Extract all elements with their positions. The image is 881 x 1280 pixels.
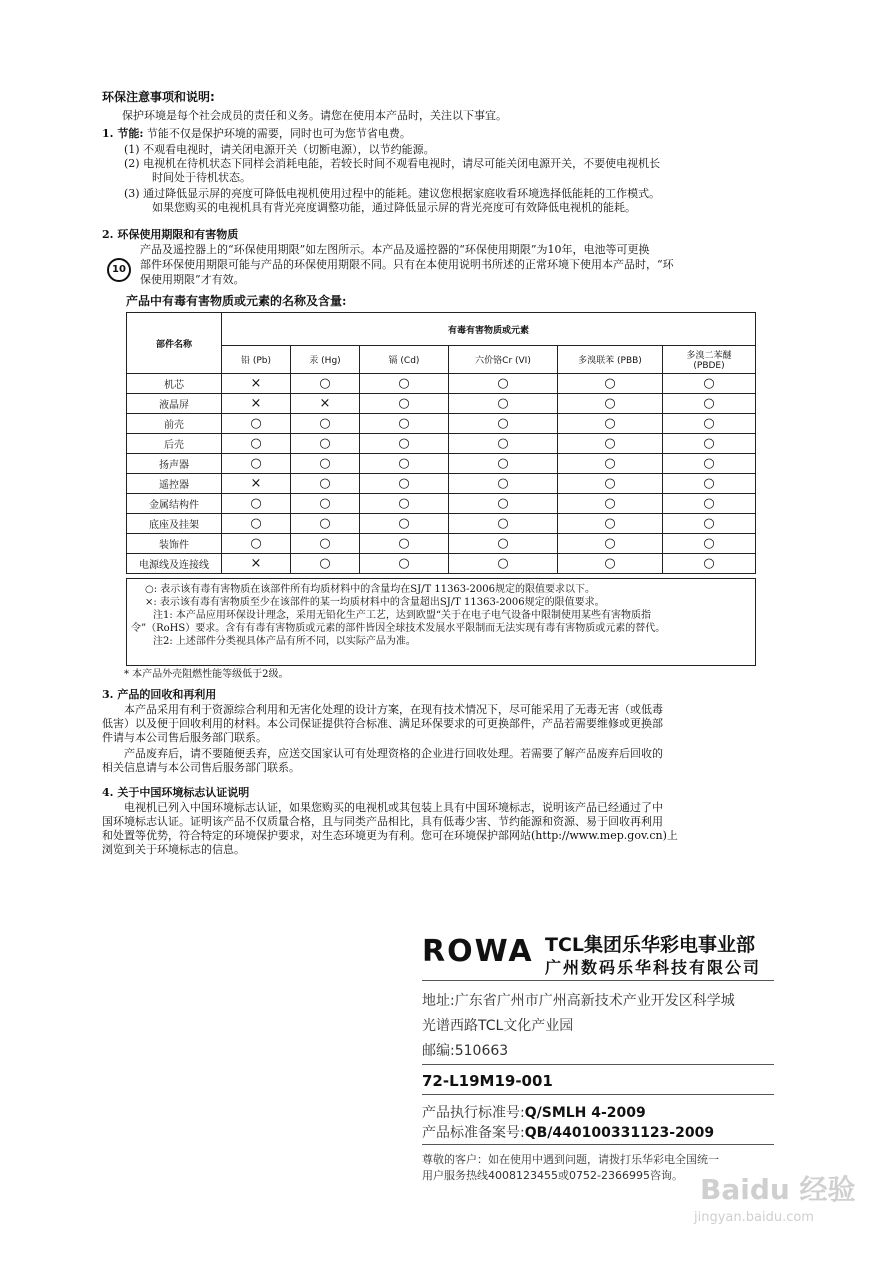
section3-heading: 3. 产品的回收和再利用 bbox=[102, 688, 217, 701]
col-cr6: 六价铬Cr (VI) bbox=[449, 346, 558, 374]
substance-cell: ○ bbox=[449, 454, 558, 474]
section4-text-2: 国环境标志认证。证明该产品不仅质量合格，且与同类产品相比，具有低毒少害、节约能源和资源、易于回收再利用 bbox=[102, 815, 663, 828]
substance-cell: ○ bbox=[449, 434, 558, 454]
section2-text-2: 部件环保使用期限可能与产品的环保使用期限不同。只有在本使用说明书所述的正常环境下使用本产品时，“环 bbox=[140, 258, 674, 271]
part-name: 液晶屏 bbox=[127, 394, 222, 414]
substance-cell: ○ bbox=[558, 414, 663, 434]
substance-cell: ○ bbox=[291, 434, 360, 454]
substance-cell: ○ bbox=[360, 514, 449, 534]
divider-3 bbox=[422, 1094, 774, 1095]
section3-text-5: 相关信息请与本公司售后服务部门联系。 bbox=[102, 761, 300, 774]
substance-cell: ○ bbox=[558, 514, 663, 534]
section4-text-1: 电视机已列入中国环境标志认证，如果您购买的电视机或其包装上具有中国环境标志，说明该产品已经通过了中 bbox=[124, 801, 663, 814]
substance-cell: ○ bbox=[291, 514, 360, 534]
substance-cell: ○ bbox=[663, 494, 756, 514]
substance-cell: ○ bbox=[449, 414, 558, 434]
substance-cell: ○ bbox=[663, 374, 756, 394]
table-title: 产品中有毒有害物质或元素的名称及含量: bbox=[126, 294, 347, 308]
service-line-2: 用户服务热线4008123455或0752-2366995咨询。 bbox=[422, 1169, 683, 1182]
substance-cell: ○ bbox=[663, 554, 756, 574]
section3-text-3: 件请与本公司售后服务部门联系。 bbox=[102, 731, 267, 744]
eco-period-10-icon: 10 bbox=[107, 258, 131, 282]
substance-cell: ○ bbox=[291, 494, 360, 514]
substance-cell: ○ bbox=[360, 494, 449, 514]
section1-item3: (3) 通过降低显示屏的亮度可降低电视机使用过程中的能耗。建议您根据家庭收看环境选择低能耗的工作模式。 bbox=[124, 187, 661, 200]
section3-text-2: 低害）以及便于回收利用的材料。本公司保证提供符合标准、满足环保要求的可更换部件，产品若需要维修或更换部 bbox=[102, 717, 663, 730]
table-row bbox=[127, 454, 756, 474]
substance-cell: ○ bbox=[663, 414, 756, 434]
section4-text-4: 浏览到关于环境标志的信息。 bbox=[102, 843, 245, 856]
page-title: 环保注意事项和说明: bbox=[102, 90, 215, 104]
section3-text-4: 产品废弃后，请不要随便丢弃，应送交国家认可有处理资格的企业进行回收处理。若需要了解产品废弃后回收的 bbox=[124, 747, 663, 760]
part-name: 前壳 bbox=[127, 414, 222, 434]
note-cross: ×: 表示该有毒有害物质至少在该部件的某一均质材料中的含量超出SJ/T 11363-2006规定的限值要求。 bbox=[145, 597, 605, 608]
substance-cell: ○ bbox=[449, 554, 558, 574]
substance-cell: ○ bbox=[222, 494, 291, 514]
standard-line-2: 产品标准备案号:QB/440100331123-2009 bbox=[422, 1125, 715, 1141]
flame-note: * 本产品外壳阻燃性能等级低于2级。 bbox=[124, 669, 289, 680]
section2-text-1: 产品及遥控器上的“环保使用期限”如左图所示。本产品及遥控器的“环保使用期限”为10年，电池等可更换 bbox=[140, 243, 650, 256]
substance-cell: ○ bbox=[558, 474, 663, 494]
col-pbde: 多溴二苯醚 (PBDE) bbox=[663, 346, 756, 374]
substance-cell: ○ bbox=[360, 474, 449, 494]
service-line-1: 尊敬的客户：如在使用中遇到问题，请拨打乐华彩电全国统一 bbox=[422, 1153, 719, 1166]
substance-cell: ○ bbox=[663, 514, 756, 534]
section1-item2-cont: 时间处于待机状态。 bbox=[152, 171, 251, 184]
substance-cell: ○ bbox=[222, 514, 291, 534]
divider-2 bbox=[422, 1064, 774, 1065]
substance-cell: ○ bbox=[558, 434, 663, 454]
substance-cell: ○ bbox=[360, 454, 449, 474]
part-name-header: 部件名称 bbox=[127, 313, 222, 374]
substance-cell: ○ bbox=[360, 394, 449, 414]
substance-cell: ○ bbox=[663, 474, 756, 494]
substance-cell: ○ bbox=[222, 434, 291, 454]
substance-cell: ○ bbox=[291, 454, 360, 474]
substance-cell: ○ bbox=[449, 534, 558, 554]
substance-cell: ○ bbox=[291, 534, 360, 554]
substance-cell: × bbox=[291, 394, 360, 414]
corp-name-2: 广州数码乐华科技有限公司 bbox=[545, 958, 762, 977]
note-1-cont: 令”（RoHS）要求。含有有毒有害物质或元素的部件皆因全球技术发展水平限制而无法实现有毒有害物质或元素的替代。 bbox=[131, 623, 666, 634]
section3-text-1: 本产品采用有利于资源综合利用和无害化处理的设计方案，在现有技术情况下，尽可能采用了无毒无害（或低毒 bbox=[124, 703, 663, 716]
part-name: 遥控器 bbox=[127, 474, 222, 494]
substance-cell: ○ bbox=[449, 514, 558, 534]
substance-cell: × bbox=[222, 554, 291, 574]
note-1: 注1: 本产品应用环保设计理念，采用无铅化生产工艺，达到欧盟“关于在电子电气设备中限制使用某些有害物质指 bbox=[153, 610, 652, 621]
substance-cell: ○ bbox=[449, 374, 558, 394]
substance-cell: × bbox=[222, 474, 291, 494]
substance-cell: × bbox=[222, 374, 291, 394]
part-name: 后壳 bbox=[127, 434, 222, 454]
substance-cell: ○ bbox=[449, 474, 558, 494]
col-cd: 镉 (Cd) bbox=[360, 346, 449, 374]
substance-cell: ○ bbox=[291, 414, 360, 434]
section1-item2: (2) 电视机在待机状态下同样会消耗电能，若较长时间不观看电视时，请尽可能关闭电源开关，不要使电视机长 bbox=[124, 157, 661, 170]
part-name: 电源线及连接线 bbox=[127, 554, 222, 574]
substance-cell: ○ bbox=[360, 534, 449, 554]
table-row bbox=[127, 534, 756, 554]
table-row bbox=[127, 474, 756, 494]
table-row bbox=[127, 374, 756, 394]
substance-cell: ○ bbox=[291, 474, 360, 494]
substance-cell: ○ bbox=[222, 534, 291, 554]
substance-cell: ○ bbox=[222, 454, 291, 474]
notes-box bbox=[126, 578, 756, 666]
table-row bbox=[127, 494, 756, 514]
substance-cell: ○ bbox=[558, 394, 663, 414]
substance-cell: ○ bbox=[291, 554, 360, 574]
corp-name-1: TCL集团乐华彩电事业部 bbox=[545, 934, 756, 956]
baidu-watermark: Baidu 经验 bbox=[700, 1173, 856, 1206]
divider-4 bbox=[422, 1144, 774, 1145]
part-name: 底座及挂架 bbox=[127, 514, 222, 534]
part-name: 扬声器 bbox=[127, 454, 222, 474]
table-row bbox=[127, 554, 756, 574]
substance-cell: ○ bbox=[558, 374, 663, 394]
intro-text: 保护环境是每个社会成员的责任和义务。请您在使用本产品时，关注以下事宜。 bbox=[122, 109, 507, 122]
model-number: 72-L19M19-001 bbox=[422, 1072, 553, 1090]
hazard-table bbox=[126, 312, 756, 574]
substance-cell: ○ bbox=[558, 534, 663, 554]
note-2: 注2: 上述部件分类视具体产品有所不同，以实际产品为准。 bbox=[153, 636, 416, 647]
part-name: 金属结构件 bbox=[127, 494, 222, 514]
divider-1 bbox=[422, 980, 774, 981]
substance-cell: ○ bbox=[360, 554, 449, 574]
table-row bbox=[127, 394, 756, 414]
part-name: 装饰件 bbox=[127, 534, 222, 554]
substance-cell: × bbox=[222, 394, 291, 414]
substance-cell: ○ bbox=[663, 534, 756, 554]
substance-cell: ○ bbox=[360, 414, 449, 434]
col-pb: 铅 (Pb) bbox=[222, 346, 291, 374]
note-circle: ○: 表示该有毒有害物质在该部件所有均质材料中的含量均在SJ/T 11363-2006规定的限值要求以下。 bbox=[145, 584, 595, 595]
substance-group-header: 有毒有害物质或元素 bbox=[222, 313, 756, 346]
section1-item3-cont: 如果您购买的电视机具有背光亮度调整功能，通过降低显示屏的背光亮度可有效降低电视机的能耗。 bbox=[152, 201, 636, 214]
table-row bbox=[127, 414, 756, 434]
substance-cell: ○ bbox=[558, 554, 663, 574]
substance-cell: ○ bbox=[291, 374, 360, 394]
col-hg: 汞 (Hg) bbox=[291, 346, 360, 374]
table-row bbox=[127, 434, 756, 454]
zip-code: 邮编:510663 bbox=[422, 1043, 509, 1059]
substance-cell: ○ bbox=[360, 434, 449, 454]
substance-cell: ○ bbox=[663, 434, 756, 454]
substance-cell: ○ bbox=[449, 494, 558, 514]
section2-heading: 2. 环保使用期限和有害物质 bbox=[102, 228, 239, 241]
substance-cell: ○ bbox=[222, 414, 291, 434]
col-pbb: 多溴联苯 (PBB) bbox=[558, 346, 663, 374]
section2-text-3: 保使用期限”才有效。 bbox=[140, 273, 245, 286]
substance-cell: ○ bbox=[558, 494, 663, 514]
substance-cell: ○ bbox=[663, 454, 756, 474]
address-line-1: 地址:广东省广州市广州高新技术产业开发区科学城 bbox=[422, 993, 735, 1009]
section1-item1: (1) 不观看电视时，请关闭电源开关（切断电源），以节约能源。 bbox=[124, 143, 435, 156]
standard-line-1: 产品执行标准号:Q/SMLH 4-2009 bbox=[422, 1105, 646, 1121]
rowa-logo: ROWA bbox=[422, 934, 534, 969]
substance-cell: ○ bbox=[360, 374, 449, 394]
section1-heading: 1. 节能: 节能不仅是保护环境的需要，同时也可为您节省电费。 bbox=[102, 127, 411, 140]
substance-cell: ○ bbox=[663, 394, 756, 414]
section4-text-3: 和处置等优势，符合特定的环境保护要求，对生态环境更为有利。您可在环境保护部网站(http://www.mep.gov.cn)上 bbox=[102, 829, 678, 842]
substance-cell: ○ bbox=[558, 454, 663, 474]
address-line-2: 光谱西路TCL文化产业园 bbox=[422, 1018, 574, 1034]
part-name: 机芯 bbox=[127, 374, 222, 394]
table-row bbox=[127, 514, 756, 534]
section4-heading: 4. 关于中国环境标志认证说明 bbox=[102, 786, 250, 799]
baidu-watermark-url: jingyan.baidu.com bbox=[694, 1210, 814, 1225]
substance-cell: ○ bbox=[449, 394, 558, 414]
